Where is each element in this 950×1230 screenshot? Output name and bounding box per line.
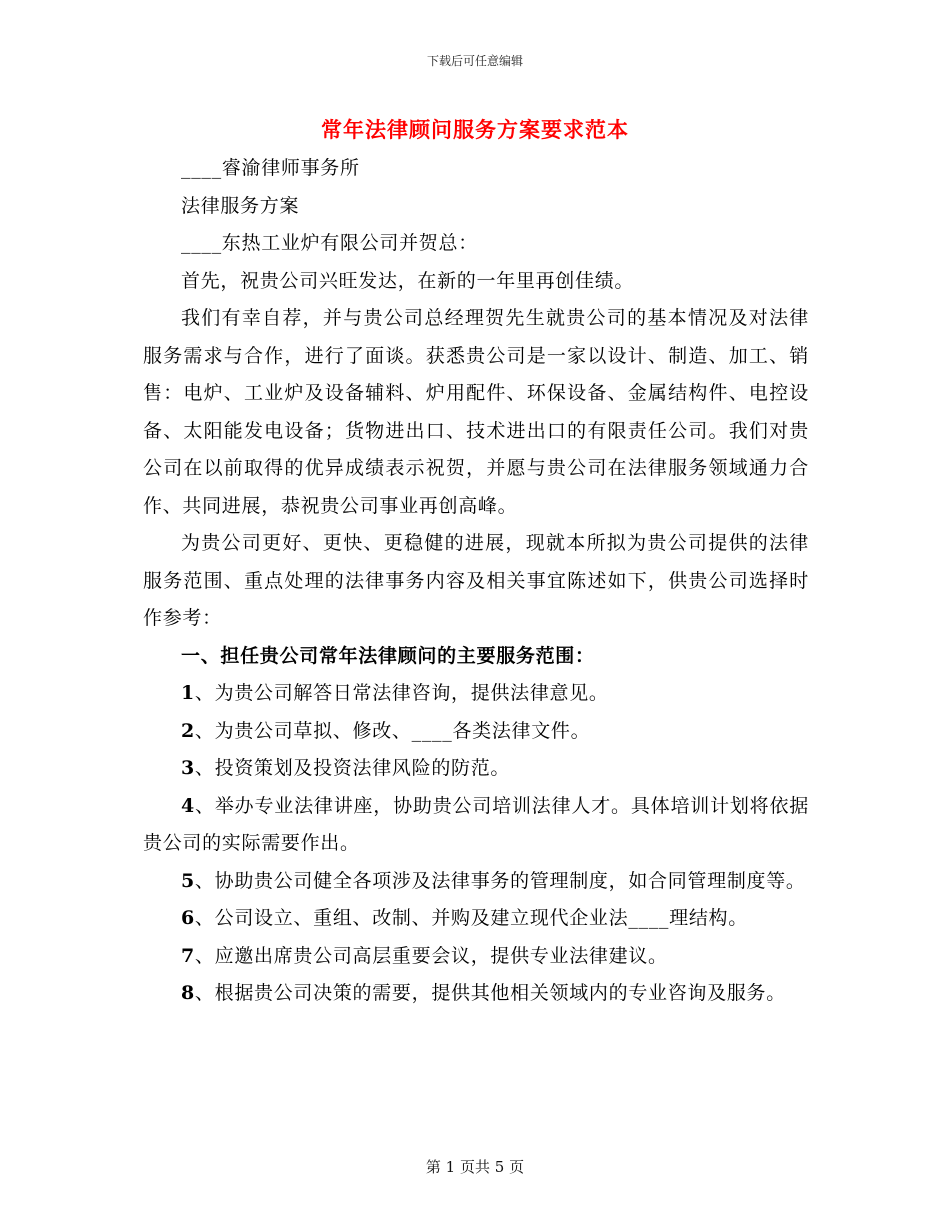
paragraph-law-firm: ____睿渝律师事务所 [181,157,360,179]
list-item [143,713,809,751]
paragraph-introduction: 我们有幸自荐，并与贵公司总经理贺先生就贵公司的基本情况及对法律服务需求与合作，进行了面谈。获悉贵公司是一家以设计、制造、加工、销售：电炉、工业炉及设备辅料、炉用配件、环保设备、金属结构件、电控设备、太阳能发电设备；货物进出口、技术进出口的有限责任公司。我们对贵公司在以前取得的优异成绩表示祝贺，并愿与贵公司在法律服务领域通力合作、共同进展，恭祝贵公司事业再创高峰。 [143,307,809,517]
list-item-text: 、应邀出席贵公司高层重要会议，提供专业法律建议。 [194,944,668,967]
header-note: 下载后可任意编辑 [426,54,523,68]
list-item-text: 、举办专业法律讲座，协助贵公司培训法律人才。具体培训计划将依据贵公司的实际需要作出。 [143,794,809,854]
list-item [143,750,809,788]
list-item-text: 、投资策划及投资法律风险的防范。 [194,757,511,779]
list-item-number: 2 [181,719,195,742]
list-item-text: 、协助贵公司健全各项涉及法律事务的管理制度，如合同管理制度等。 [194,869,806,892]
list-item-text: 、根据贵公司决策的需要，提供其他相关领域内的专业咨询及服务。 [194,982,786,1004]
list-item [143,900,809,938]
list-item [143,788,809,863]
document-title: 常年法律顾问服务方案要求范本 [321,117,629,142]
list-item-number: 8 [181,982,195,1004]
list-item-number: 1 [181,682,195,704]
paragraph-addressee: ____东热工业炉有限公司并贺总： [181,232,478,254]
list-item-number: 4 [181,794,195,817]
list-item-number: 6 [181,907,195,929]
paragraph-plan-label: 法律服务方案 [181,194,300,217]
section-heading-scope: 一、担任贵公司常年法律顾问的主要服务范围： [181,644,595,667]
list-item [143,975,809,1013]
list-item [143,863,809,901]
list-item-number: 7 [181,944,195,967]
page-footer: 第 1 页共 5 页 [425,1158,525,1176]
list-item [143,675,809,713]
document-body [143,150,809,1013]
list-item-number: 5 [181,869,195,892]
paragraph-greeting: 首先，祝贵公司兴旺发达，在新的一年里再创佳绩。 [181,269,635,292]
list-item-number: 3 [181,757,195,779]
list-item-text: 、公司设立、重组、改制、并购及建立现代企业法____理结构。 [194,907,748,929]
list-item-text: 、为贵公司解答日常法律咨询，提供法律意见。 [194,682,609,704]
list-item [143,938,809,976]
paragraph-purpose: 为贵公司更好、更快、更稳健的进展，现就本所拟为贵公司提供的法律服务范围、重点处理的法律事务内容及相关事宜陈述如下，供贵公司选择时作参考： [143,532,809,629]
list-item-text: 、为贵公司草拟、修改、____各类法律文件。 [194,719,591,742]
